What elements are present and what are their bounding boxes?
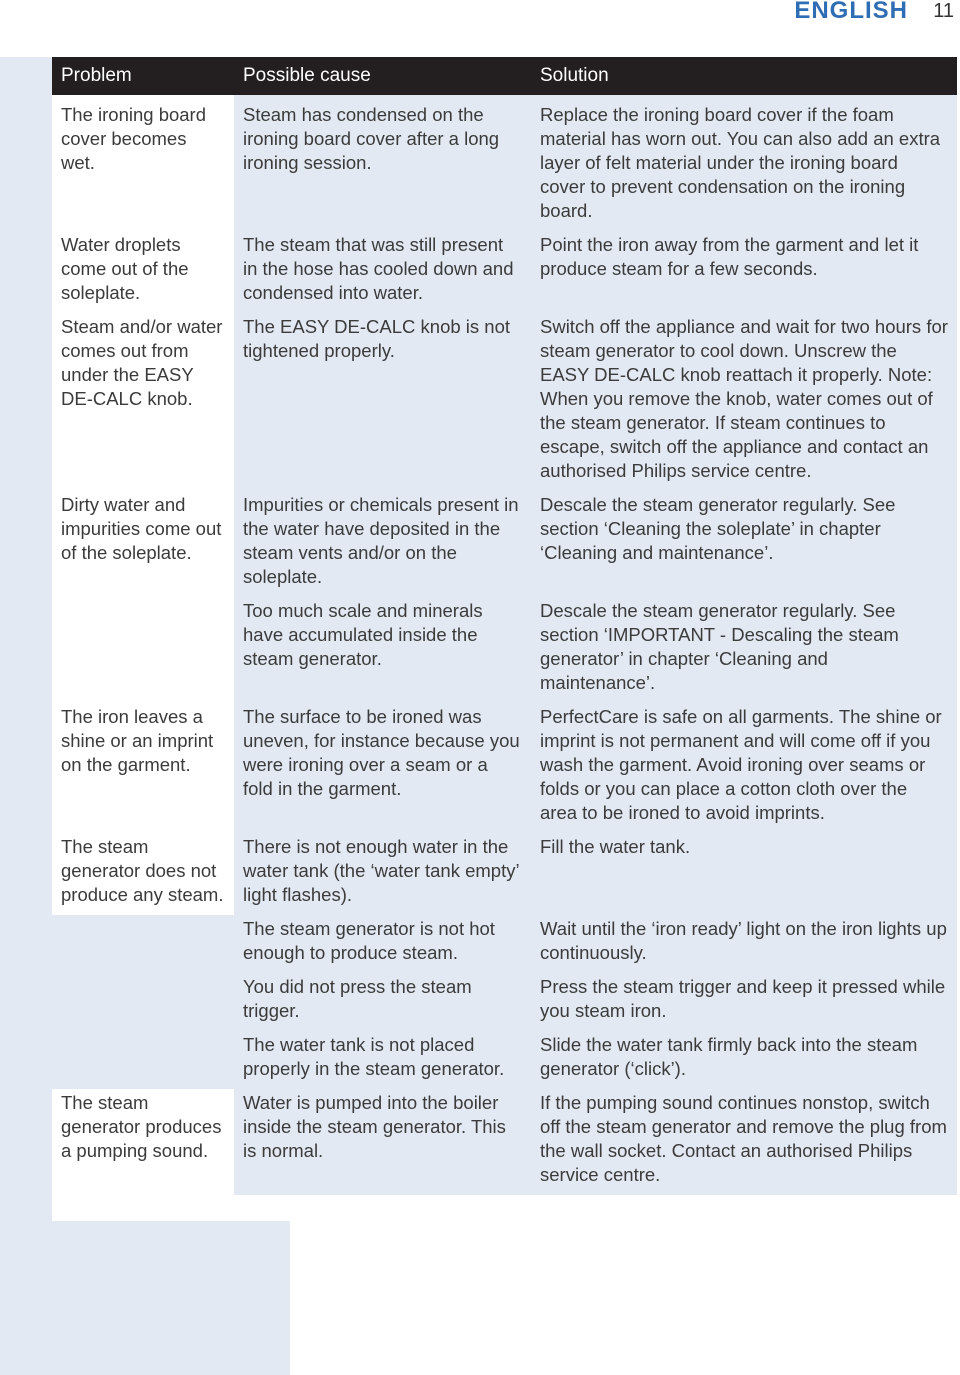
problem-cell bbox=[52, 915, 234, 973]
language-label: ENGLISH bbox=[794, 0, 908, 24]
problem-cell: Steam and/or water comes out from under the EASY DE-CALC knob. bbox=[52, 313, 234, 491]
problem-cell bbox=[52, 973, 234, 1031]
table-row bbox=[52, 703, 957, 833]
table-header-row bbox=[52, 57, 957, 95]
page-bottom-band bbox=[0, 1221, 290, 1375]
cause-cell: Too much scale and minerals have accumulated inside the steam generator. bbox=[234, 597, 531, 703]
page-margin-band bbox=[0, 57, 52, 1375]
solution-cell: Replace the ironing board cover if the foam material has worn out. You can also add an extra layer of felt material under the ironing board cover to prevent condensation on the ironing board. bbox=[531, 95, 957, 231]
cause-cell: The steam that was still present in the hose has cooled down and condensed into water. bbox=[234, 231, 531, 313]
column-header-cause: Possible cause bbox=[234, 57, 531, 95]
column-header-problem: Problem bbox=[52, 57, 234, 95]
table-row bbox=[52, 973, 957, 1031]
cause-cell: The surface to be ironed was uneven, for instance because you were ironing over a seam or a fold in the garment. bbox=[234, 703, 531, 833]
problem-cell: The ironing board cover becomes wet. bbox=[52, 95, 234, 231]
problem-cell: The steam generator produces a pumping sound. bbox=[52, 1089, 234, 1195]
solution-cell: Switch off the appliance and wait for two hours for steam generator to cool down. Unscrew the EASY DE-CALC knob reattach it properly. Note: When you remove the knob, water comes out of the steam generator. If steam continues to escape, switch off the appliance and contact an authorised Philips service centre. bbox=[531, 313, 957, 491]
solution-cell: Press the steam trigger and keep it pressed while you steam iron. bbox=[531, 973, 957, 1031]
cause-cell: Impurities or chemicals present in the water have deposited in the steam vents and/or on the soleplate. bbox=[234, 491, 531, 597]
table-row bbox=[52, 833, 957, 915]
table-row bbox=[52, 95, 957, 231]
cause-cell: The steam generator is not hot enough to produce steam. bbox=[234, 915, 531, 973]
problem-cell bbox=[52, 1031, 234, 1089]
table-row bbox=[52, 491, 957, 597]
column-header-solution: Solution bbox=[531, 57, 957, 95]
problem-cell: The steam generator does not produce any steam. bbox=[52, 833, 234, 915]
table-body bbox=[52, 95, 957, 1195]
problem-cell: The iron leaves a shine or an imprint on the garment. bbox=[52, 703, 234, 833]
page-number: 11 bbox=[933, 0, 954, 22]
cause-cell: Water is pumped into the boiler inside the steam generator. This is normal. bbox=[234, 1089, 531, 1195]
cause-cell: The EASY DE-CALC knob is not tightened properly. bbox=[234, 313, 531, 491]
table-row bbox=[52, 313, 957, 491]
solution-cell: Point the iron away from the garment and let it produce steam for a few seconds. bbox=[531, 231, 957, 313]
solution-cell: Slide the water tank firmly back into the steam generator (‘click’). bbox=[531, 1031, 957, 1089]
solution-cell: Wait until the ‘iron ready’ light on the iron lights up continuously. bbox=[531, 915, 957, 973]
cause-cell: You did not press the steam trigger. bbox=[234, 973, 531, 1031]
table-row bbox=[52, 1031, 957, 1089]
page-header bbox=[0, 0, 960, 28]
solution-cell: Descale the steam generator regularly. See section ‘Cleaning the soleplate’ in chapter ‘Cleaning and maintenance’. bbox=[531, 491, 957, 597]
problem-cell: Water droplets come out of the soleplate. bbox=[52, 231, 234, 313]
cause-cell: The water tank is not placed properly in the steam generator. bbox=[234, 1031, 531, 1089]
table-row bbox=[52, 915, 957, 973]
table-row bbox=[52, 231, 957, 313]
cause-cell: Steam has condensed on the ironing board cover after a long ironing session. bbox=[234, 95, 531, 231]
solution-cell: PerfectCare is safe on all garments. The shine or imprint is not permanent and will come off if you wash the garment. Avoid ironing over seams or folds or you can place a cotton cloth over the area to be ironed to avoid imprints. bbox=[531, 703, 957, 833]
table-row bbox=[52, 1089, 957, 1195]
solution-cell: Fill the water tank. bbox=[531, 833, 957, 915]
troubleshooting-table bbox=[52, 57, 957, 1195]
problem-cell: Dirty water and impurities come out of the soleplate. bbox=[52, 491, 234, 703]
solution-cell: Descale the steam generator regularly. See section ‘IMPORTANT - Descaling the steam generator’ in chapter ‘Cleaning and maintenance’. bbox=[531, 597, 957, 703]
cause-cell: There is not enough water in the water tank (the ‘water tank empty’ light flashes). bbox=[234, 833, 531, 915]
solution-cell: If the pumping sound continues nonstop, switch off the steam generator and remove the plug from the wall socket. Contact an authorised Philips service centre. bbox=[531, 1089, 957, 1195]
